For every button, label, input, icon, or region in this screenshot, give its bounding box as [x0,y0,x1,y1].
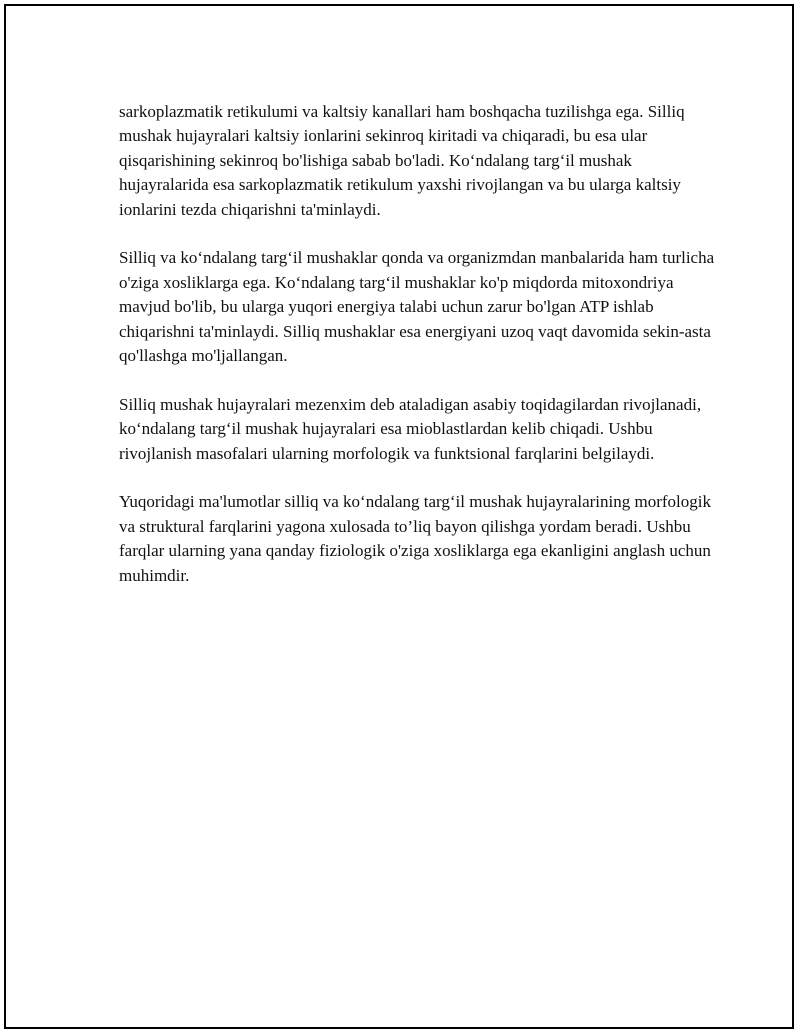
paragraph-4: Yuqoridagi ma'lumotlar silliq va ko‘ndalang targ‘il mushak hujayralarining morfologik va struktural farqlarini yagona xulosada to’liq bayon qilishga yordam beradi. Ushbu farqlar ularning yana qanday fiziologik o'ziga xosliklarga ega ekanligini anglash uchun muhimdir. [119,492,711,585]
document-body [119,100,719,612]
document-page [4,4,794,1029]
paragraph-1: sarkoplazmatik retikulumi va kaltsiy kanallari ham boshqacha tuzilishga ega. Silliq mushak hujayralari kaltsiy ionlarini sekinroq kiritadi va chiqaradi, bu esa ular qisqarishining sekinroq bo'lishiga sabab bo'ladi. Ko‘ndalang targ‘il mushak hujayralarida esa sarkoplazmatik retikulum yaxshi rivojlangan va bu ularga kaltsiy ionlarini tezda chiqarishni ta'minlaydi. [119,102,685,219]
paragraph-2: Silliq va ko‘ndalang targ‘il mushaklar qonda va organizmdan manbalarida ham turlicha o'ziga xosliklarga ega. Ko‘ndalang targ‘il mushaklar ko'p miqdorda mitoxondriya mavjud bo'lib, bu ularga yuqori energiya talabi uchun zarur bo'lgan ATP ishlab chiqarishni ta'minlaydi. Silliq mushaklar esa energiyani uzoq vaqt davomida sekin-asta qo'llashga mo'ljallangan. [119,248,715,366]
paragraph-3: Silliq mushak hujayralari mezenxim deb ataladigan asabiy toqidagilardan rivojlanadi, ko‘ndalang targ‘il mushak hujayralari esa mioblastlardan kelib chiqadi. Ushbu rivojlanish masofalari ularning morfologik va funktsional farqlarini belgilaydi. [119,394,702,463]
